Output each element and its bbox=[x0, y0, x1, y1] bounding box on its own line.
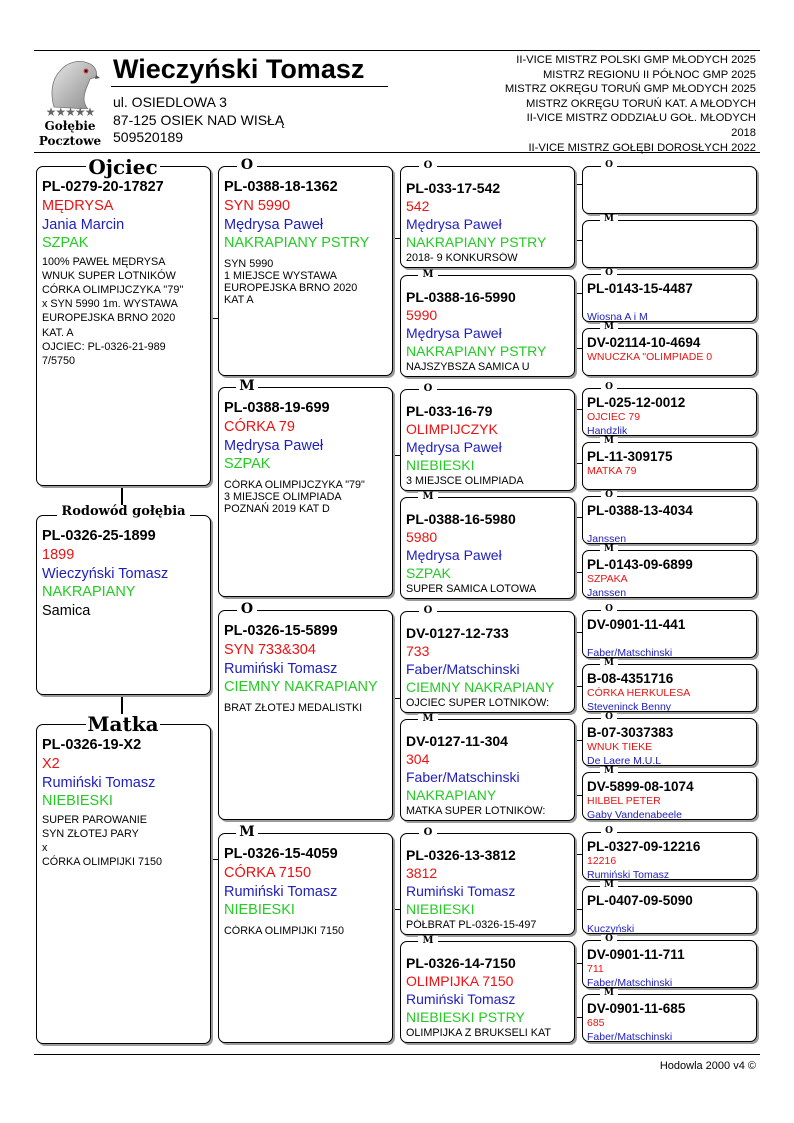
pigeon-color: NAKRAPIANY PSTRY bbox=[406, 234, 547, 250]
pigeon-name: 685 bbox=[587, 1017, 605, 1029]
pigeon-name: OLIMPIJKA 7150 bbox=[406, 973, 514, 989]
pigeon-owner: Mędrysa Paweł bbox=[224, 437, 324, 454]
pigeon-name: OJCIEC 79 bbox=[587, 411, 641, 423]
connector-line bbox=[575, 795, 582, 796]
achievement: MISTRZ OKRĘGU TORUŃ KAT. A MŁODYCH bbox=[526, 97, 756, 110]
pigeon-color: NAKRAPIANY PSTRY bbox=[224, 235, 370, 251]
breeder-street: ul. OSIEDLOWA 3 bbox=[113, 94, 227, 110]
sex-label-m: M bbox=[600, 767, 618, 776]
subject-color: NAKRAPIANY bbox=[42, 584, 136, 600]
father-name: MĘDRYSA bbox=[42, 198, 114, 214]
sex-label-m: M bbox=[600, 881, 618, 890]
connector-line bbox=[575, 463, 582, 464]
footer-rule bbox=[34, 1054, 760, 1055]
grandparent-card[interactable] bbox=[218, 166, 393, 376]
ancestor-card[interactable] bbox=[400, 719, 575, 821]
connector-line bbox=[575, 740, 582, 741]
sex-label-m: M bbox=[600, 659, 618, 668]
mother-name: X2 bbox=[42, 756, 60, 772]
connector-line bbox=[393, 909, 400, 910]
sex-label-o: O bbox=[419, 161, 437, 171]
sex-label-o: O bbox=[601, 383, 617, 392]
top-rule bbox=[34, 50, 760, 51]
pigeon-ring: B-07-3037383 bbox=[587, 725, 674, 740]
mother-notes: SUPER PAROWANIE SYN ZŁOTEJ PARY x CÓRKA OLIMPIJKI 7150 bbox=[42, 813, 163, 869]
pigeon-name: 711 bbox=[587, 963, 604, 975]
sex-label-m: M bbox=[236, 825, 258, 839]
connector-line bbox=[575, 686, 582, 687]
ancestor-card[interactable] bbox=[400, 497, 575, 599]
connector-line bbox=[575, 409, 582, 410]
sex-label-m: M bbox=[236, 379, 258, 393]
sex-label-o: O bbox=[419, 606, 437, 616]
connector-line bbox=[575, 854, 582, 855]
logo-text-line1: Gołębie bbox=[44, 119, 96, 133]
pigeon-name: CÓRKA 7150 bbox=[224, 865, 312, 881]
pigeon-owner: De Laere M.U.L bbox=[587, 754, 662, 766]
pigeon-owner: Rumiński Tomasz bbox=[224, 660, 338, 677]
pigeon-name: 5990 bbox=[406, 307, 438, 323]
sex-label-m: M bbox=[600, 545, 618, 554]
logo bbox=[34, 55, 106, 147]
pigeon-ring: PL-0326-13-3812 bbox=[406, 847, 516, 863]
pigeon-ring: PL-0407-09-5090 bbox=[587, 893, 693, 908]
mother-color: NIEBIESKI bbox=[42, 793, 113, 809]
achievement: II-VICE MISTRZ GOŁĘBI DOROSŁYCH 2022 bbox=[528, 141, 756, 154]
pigeon-name: OLIMPIJCZYK bbox=[406, 421, 498, 437]
logo-stars: ★★★★★ bbox=[45, 105, 95, 119]
pigeon-notes: SUPER SAMICA LOTOWA bbox=[406, 583, 537, 595]
pigeon-name: 542 bbox=[406, 198, 430, 214]
connector-line bbox=[575, 632, 582, 633]
pigeon-ring: PL-0326-15-5899 bbox=[224, 623, 338, 639]
pigeon-ring: PL-033-16-79 bbox=[406, 403, 493, 419]
connector-line bbox=[393, 698, 400, 699]
connector-line bbox=[211, 859, 218, 860]
pigeon-owner: Faber/Matschinski bbox=[587, 976, 673, 988]
pigeon-notes: 2018- 9 KONKURSÓW bbox=[406, 252, 518, 264]
pigeon-owner: Janssen bbox=[587, 586, 627, 598]
pigeon-owner: Faber/Matschinski bbox=[587, 646, 673, 658]
pigeon-color: NIEBIESKI bbox=[406, 901, 475, 917]
great-grandparent-card[interactable] bbox=[582, 886, 757, 934]
achievement: 2018 bbox=[731, 126, 756, 139]
pigeon-ring: DV-02114-10-4694 bbox=[587, 335, 701, 350]
father-label: Ojciec bbox=[86, 157, 160, 177]
breeder-name: Wieczyński Tomasz bbox=[113, 54, 365, 84]
grandparent-card[interactable] bbox=[218, 387, 393, 597]
pigeon-color: CIEMNY NAKRAPIANY bbox=[406, 679, 555, 695]
great-grandparent-card[interactable] bbox=[582, 772, 757, 820]
pigeon-color: NIEBIESKI bbox=[406, 457, 475, 473]
pigeon-owner: Rumiński Tomasz bbox=[406, 883, 516, 899]
breeder-address bbox=[113, 94, 284, 147]
pigeon-owner: Rumiński Tomasz bbox=[406, 991, 516, 1007]
achievements-list bbox=[430, 53, 756, 155]
connector-line bbox=[575, 184, 582, 185]
achievement: MISTRZ OKRĘGU TORUŃ GMP MŁODYCH 2025 bbox=[504, 83, 756, 96]
subject-owner: Wieczyński Tomasz bbox=[42, 565, 169, 582]
subject-ring: PL-0326-25-1899 bbox=[42, 528, 156, 544]
sex-label-m: M bbox=[600, 215, 618, 224]
sex-label-m: M bbox=[600, 437, 618, 446]
sex-label-o: O bbox=[237, 158, 257, 172]
connector-line bbox=[575, 517, 582, 518]
pigeon-ring: DV-5899-08-1074 bbox=[587, 779, 694, 794]
mother-owner: Rumiński Tomasz bbox=[42, 774, 156, 791]
pigeon-notes: MATKA SUPER LOTNIKÓW: bbox=[406, 805, 546, 817]
great-grandparent-card[interactable] bbox=[582, 388, 757, 436]
pigeon-ring: PL-0326-15-4059 bbox=[224, 846, 338, 862]
great-grandparent-card[interactable] bbox=[582, 166, 757, 214]
great-grandparent-card[interactable] bbox=[582, 496, 757, 544]
achievement: II-VICE MISTRZ ODDZIAŁU GOŁ. MŁODYCH bbox=[526, 112, 756, 125]
pigeon-color: NAKRAPIANY PSTRY bbox=[406, 343, 547, 359]
breeder-name-underline bbox=[111, 86, 388, 87]
sex-label-m: M bbox=[418, 714, 438, 724]
pigeon-ring: PL-0388-16-5980 bbox=[406, 511, 516, 527]
ancestor-card[interactable] bbox=[400, 941, 575, 1043]
pigeon-name: 5980 bbox=[406, 529, 438, 545]
pigeon-notes: OLIMPIJKA Z BRUKSELI KAT bbox=[406, 1027, 551, 1039]
pigeon-notes: CÓRKA OLIMPIJCZYKA "79" 3 MIEJSCE OLIMPIADA POZNAŃ 2019 KAT D bbox=[224, 478, 365, 515]
pigeon-name: CÓRKA 79 bbox=[224, 419, 295, 435]
connector-line bbox=[575, 572, 582, 573]
mother-card[interactable] bbox=[36, 724, 211, 1044]
breeder-phone: 509520189 bbox=[113, 129, 184, 145]
sex-label-o: O bbox=[419, 828, 437, 838]
pigeon-name: WNUK TIEKE bbox=[587, 741, 653, 753]
pigeon-name: MATKA 79 bbox=[587, 465, 637, 477]
pigeon-notes: SYN 5990 1 MIEJSCE WYSTAWA EUROPEJSKA BRNO 2020 KAT A bbox=[224, 257, 358, 307]
sex-label-o: O bbox=[601, 161, 617, 170]
sex-label-o: O bbox=[601, 935, 617, 944]
father-notes: 100% PAWEŁ MĘDRYSA WNUK SUPER LOTNIKÓW CÓRKA OLIMPIJCZYKA ''79'' x SYN 5990 1m. WYSTAWA EUROPEJSKA BRNO 2020 KAT. A OJCIEC: PL-0326-21-989 7/5750 bbox=[42, 255, 184, 367]
pigeon-ring: DV-0127-12-733 bbox=[406, 625, 509, 641]
pigeon-name: SYN 5990 bbox=[224, 198, 291, 214]
pigeon-ring: PL-0327-09-12216 bbox=[587, 839, 701, 854]
pedigree-label: Rodowód gołębia bbox=[57, 505, 190, 518]
pigeon-notes: NAJSZYBSZA SAMICA U bbox=[406, 361, 530, 373]
connector-line bbox=[575, 293, 582, 294]
grandparent-card[interactable] bbox=[218, 833, 393, 1043]
ancestor-card[interactable] bbox=[400, 833, 575, 935]
connector-line bbox=[393, 455, 400, 456]
pigeon-ring: PL-0388-13-4034 bbox=[587, 503, 693, 518]
ancestor-card[interactable] bbox=[400, 166, 575, 268]
subject-name: 1899 bbox=[42, 547, 75, 563]
father-color: SZPAK bbox=[42, 235, 89, 251]
pigeon-name: 733 bbox=[406, 643, 430, 659]
sex-label-m: M bbox=[418, 270, 438, 280]
pigeon-owner: Faber/Matschinski bbox=[406, 661, 520, 677]
pigeon-ring: PL-11-309175 bbox=[587, 449, 673, 464]
pigeon-name: 3812 bbox=[406, 865, 438, 881]
sex-label-o: O bbox=[419, 384, 437, 394]
subject-sex: Samica bbox=[42, 602, 91, 619]
mother-label: Matka bbox=[87, 712, 159, 736]
great-grandparent-card[interactable] bbox=[582, 940, 757, 988]
great-grandparent-card[interactable] bbox=[582, 442, 757, 490]
pigeon-owner: Faber/Matschinski bbox=[406, 769, 520, 785]
pigeon-owner: Mędrysa Paweł bbox=[406, 325, 502, 341]
pigeon-owner: Mędrysa Paweł bbox=[224, 216, 324, 233]
great-grandparent-card[interactable] bbox=[582, 664, 757, 712]
connector-line bbox=[575, 348, 582, 349]
pigeon-ring: PL-0388-19-699 bbox=[224, 400, 330, 416]
sex-label-o: O bbox=[601, 827, 617, 836]
pigeon-owner: Kuczyński bbox=[587, 922, 635, 934]
pigeon-owner: Mędrysa Paweł bbox=[406, 439, 502, 455]
connector-line bbox=[575, 240, 582, 241]
sex-label-o: O bbox=[601, 605, 617, 614]
pigeon-owner: Wiosna A i M bbox=[587, 310, 648, 322]
pigeon-notes: PÓŁBRAT PL-0326-15-497 bbox=[406, 919, 537, 931]
pigeon-ring: PL-025-12-0012 bbox=[587, 395, 686, 410]
connector-line bbox=[575, 1017, 582, 1018]
achievement: MISTRZ REGIONU II PÓŁNOC GMP 2025 bbox=[542, 68, 756, 81]
great-grandparent-card[interactable] bbox=[582, 220, 757, 268]
pigeon-owner: Janssen bbox=[587, 532, 627, 544]
great-grandparent-card[interactable] bbox=[582, 328, 757, 376]
pigeon-color: CIEMNY NAKRAPIANY bbox=[224, 679, 378, 695]
pigeon-ring: PL-0143-09-6899 bbox=[587, 557, 693, 572]
sex-label-o: O bbox=[601, 713, 617, 722]
great-grandparent-card[interactable] bbox=[582, 832, 757, 880]
pigeon-owner: Rumiński Tomasz bbox=[587, 868, 670, 880]
pigeon-owner: Mędrysa Paweł bbox=[406, 216, 502, 232]
logo-text-line2: Pocztowe bbox=[38, 134, 102, 148]
pigeon-name: WNUCZKA "OLIMPIADE 0 bbox=[587, 351, 713, 363]
pigeon-owner: Handzlik bbox=[587, 424, 628, 436]
pigeon-name: SYN 733&304 bbox=[224, 642, 316, 658]
great-grandparent-card[interactable] bbox=[582, 550, 757, 598]
pigeon-notes: OJCIEC SUPER LOTNIKÓW: bbox=[406, 697, 550, 709]
ancestor-card[interactable] bbox=[400, 611, 575, 713]
sex-label-o: O bbox=[237, 602, 257, 616]
sex-label-o: O bbox=[601, 269, 617, 278]
sex-label-m: M bbox=[418, 936, 438, 946]
great-grandparent-card[interactable] bbox=[582, 718, 757, 766]
grandparent-card[interactable] bbox=[218, 610, 393, 820]
pigeon-ring: DV-0901-11-441 bbox=[587, 617, 686, 632]
pigeon-notes: 3 MIEJSCE OLIMPIADA bbox=[406, 475, 524, 487]
pigeon-color: NAKRAPIANY bbox=[406, 787, 497, 803]
pigeon-owner: Gaby Vandenabeele bbox=[587, 808, 682, 820]
connector-line bbox=[575, 909, 582, 910]
breeder-city: 87-125 OSIEK NAD WISŁĄ bbox=[113, 111, 285, 128]
connector-line bbox=[211, 318, 218, 319]
pigeon-owner: Mędrysa Paweł bbox=[406, 547, 502, 563]
pigeon-name: SZPAKA bbox=[587, 573, 628, 585]
pigeon-ring: PL-033-17-542 bbox=[406, 180, 501, 196]
father-owner: Jania Marcin bbox=[42, 216, 125, 233]
mother-ring: PL-0326-19-X2 bbox=[42, 737, 142, 753]
pigeon-ring: B-08-4351716 bbox=[587, 671, 674, 686]
pigeon-ring: DV-0901-11-685 bbox=[587, 1001, 686, 1016]
subject-card[interactable] bbox=[36, 515, 211, 695]
pigeon-color: NIEBIESKI PSTRY bbox=[406, 1009, 525, 1025]
pigeon-notes: CÓRKA OLIMPIJKI 7150 bbox=[224, 924, 345, 937]
pigeon-name: HILBEL PETER bbox=[587, 795, 661, 807]
father-ring: PL-0279-20-17827 bbox=[42, 179, 164, 195]
great-grandparent-card[interactable] bbox=[582, 274, 757, 322]
footer-credit: Hodowla 2000 v4 © bbox=[659, 1060, 756, 1072]
sex-label-m: M bbox=[600, 989, 618, 998]
pigeon-ring: PL-0388-16-5990 bbox=[406, 289, 516, 305]
ancestor-card[interactable] bbox=[400, 389, 575, 491]
connector-line bbox=[393, 238, 400, 239]
pigeon-name: CÓRKA HERKULESA bbox=[587, 687, 691, 699]
pigeon-ring: PL-0388-18-1362 bbox=[224, 179, 338, 195]
pigeon-notes: BRAT ZŁOTEJ MEDALISTKI bbox=[224, 701, 363, 714]
great-grandparent-card[interactable] bbox=[582, 610, 757, 658]
pigeon-color: SZPAK bbox=[224, 456, 271, 472]
ancestor-card[interactable] bbox=[400, 275, 575, 377]
pigeon-name: 304 bbox=[406, 751, 430, 767]
sex-label-o: O bbox=[601, 491, 617, 500]
pigeon-ring: PL-0326-14-7150 bbox=[406, 955, 516, 971]
pigeon-owner: Faber/Matschinski bbox=[587, 1030, 673, 1042]
pigeon-owner: Rumiński Tomasz bbox=[224, 883, 338, 900]
sex-label-m: M bbox=[418, 492, 438, 502]
connector-line bbox=[575, 963, 582, 964]
sex-label-m: M bbox=[600, 323, 618, 332]
pigeon-ring: DV-0901-11-711 bbox=[587, 947, 685, 962]
pigeon-ring: PL-0143-15-4487 bbox=[587, 281, 693, 296]
great-grandparent-card[interactable] bbox=[582, 994, 757, 1042]
father-card[interactable] bbox=[36, 166, 211, 486]
pigeon-name: 12216 bbox=[587, 855, 617, 867]
pigeon-color: NIEBIESKI bbox=[224, 902, 295, 918]
pigeon-color: SZPAK bbox=[406, 565, 451, 581]
pigeon-ring: DV-0127-11-304 bbox=[406, 733, 508, 749]
achievement: II-VICE MISTRZ POLSKI GMP MŁODYCH 2025 bbox=[516, 54, 756, 66]
pigeon-owner: Steveninck Benny bbox=[587, 700, 672, 712]
pigeon-logo-icon bbox=[44, 57, 100, 109]
